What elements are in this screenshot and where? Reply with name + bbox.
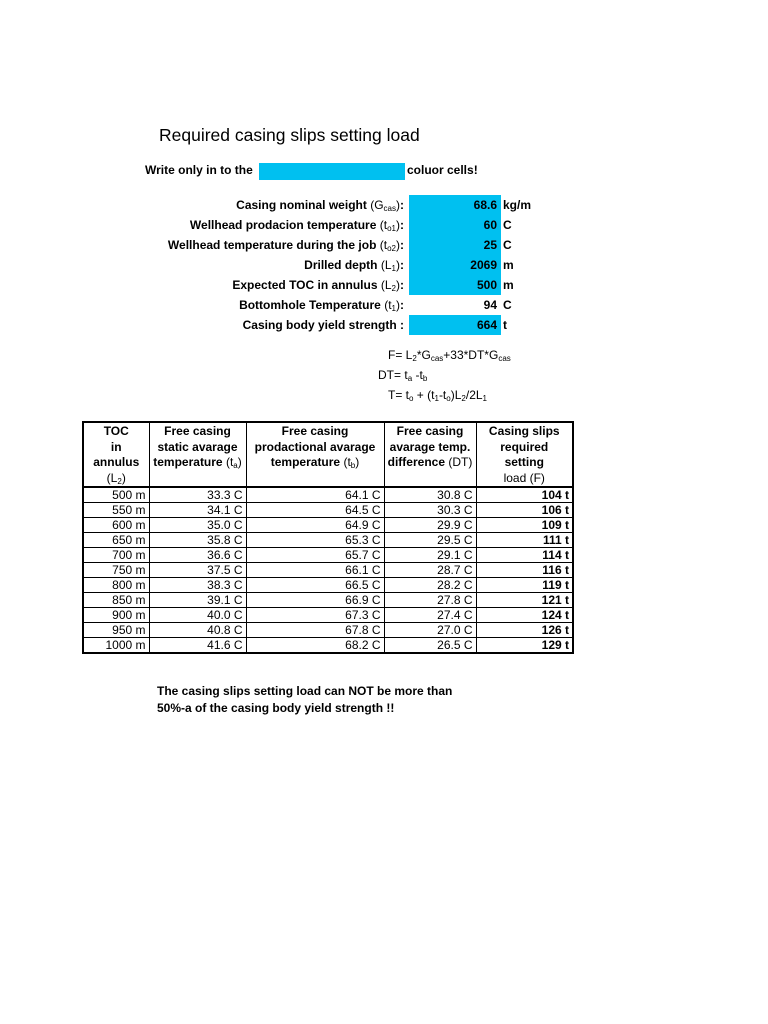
load-cell: 116 t [476, 563, 573, 578]
load-cell: 129 t [476, 638, 573, 654]
toc-cell: 650 m [83, 533, 149, 548]
table-row [83, 503, 573, 518]
parameter-value: 2069 [470, 258, 497, 272]
load-cell: 114 t [476, 548, 573, 563]
warning-note: The casing slips setting load can NOT be more than 50%-a of the casing body yield strength !! [157, 684, 453, 715]
parameter-label: Wellhead temperature during the job $(t_{o2})$: [167, 238, 404, 253]
parameter-unit: t [503, 318, 507, 332]
static-temp-cell: 34.1 C [149, 503, 246, 518]
static-temp-cell: 41.6 C [149, 638, 246, 654]
table-row [83, 593, 573, 608]
parameter-value: 68.6 [473, 198, 497, 212]
table-header-row [83, 422, 573, 487]
temp-diff-cell: 27.0 C [384, 623, 476, 638]
table-row [83, 548, 573, 563]
load-cell: 111 t [476, 533, 573, 548]
table-row [83, 608, 573, 623]
toc-cell: 950 m [83, 623, 149, 638]
formula-f: $F= L_2*G_{cas}+33*DT*G_{cas}$ [388, 348, 511, 363]
header-load: Casing slips required setting load (F) [476, 422, 573, 487]
parameter-row [0, 275, 768, 295]
parameter-label: Expected TOC in annulus $(L_2)$: [232, 278, 404, 293]
temp-diff-cell: 29.9 C [384, 518, 476, 533]
load-cell: 106 t [476, 503, 573, 518]
parameter-label: Wellhead prodacion temperature $(t_{o1})$: [189, 218, 404, 233]
static-temp-cell: 40.0 C [149, 608, 246, 623]
parameter-input-cell[interactable] [409, 315, 501, 335]
prod-temp-cell: 67.3 C [246, 608, 384, 623]
toc-cell: 500 m [83, 487, 149, 503]
toc-cell: 800 m [83, 578, 149, 593]
prod-temp-cell: 65.7 C [246, 548, 384, 563]
header-static-temp: Free casing static avarage temperature $(t_a)$ [149, 422, 246, 487]
load-cell: 109 t [476, 518, 573, 533]
toc-cell: 550 m [83, 503, 149, 518]
instruction-left: Write only in to the [145, 163, 253, 177]
temp-diff-cell: 27.4 C [384, 608, 476, 623]
toc-cell: 900 m [83, 608, 149, 623]
static-temp-cell: 37.5 C [149, 563, 246, 578]
parameter-value: 94 [483, 298, 497, 312]
temp-diff-cell: 30.3 C [384, 503, 476, 518]
prod-temp-cell: 68.2 C [246, 638, 384, 654]
load-cell: 104 t [476, 487, 573, 503]
static-temp-cell: 33.3 C [149, 487, 246, 503]
parameter-label: Bottomhole Temperature $(t_1)$: [239, 298, 404, 313]
parameter-input-cell[interactable] [409, 255, 501, 275]
parameter-row [0, 235, 768, 255]
formula-dt: $DT= t_a$ $-t_b$ [378, 368, 428, 383]
parameter-row [0, 315, 768, 335]
parameter-label: Casing body yield strength : [242, 318, 404, 332]
parameter-input-cell[interactable] [409, 215, 501, 235]
prod-temp-cell: 64.1 C [246, 487, 384, 503]
temp-diff-cell: 30.8 C [384, 487, 476, 503]
temp-diff-cell: 28.2 C [384, 578, 476, 593]
load-cell: 121 t [476, 593, 573, 608]
prod-temp-cell: 64.5 C [246, 503, 384, 518]
parameter-label: Casing nominal weight $(G_{cas})$: [236, 198, 404, 213]
parameter-value: 500 [476, 278, 497, 292]
header-toc: TOC in annulus $(L_2)$ [83, 422, 149, 487]
table-row [83, 638, 573, 654]
load-table [82, 421, 574, 654]
temp-diff-cell: 29.1 C [384, 548, 476, 563]
prod-temp-cell: 65.3 C [246, 533, 384, 548]
load-cell: 126 t [476, 623, 573, 638]
table-row [83, 487, 573, 503]
parameter-unit: C [503, 218, 512, 232]
prod-temp-cell: 67.8 C [246, 623, 384, 638]
parameter-value: 664 [476, 318, 497, 332]
load-cell: 119 t [476, 578, 573, 593]
parameter-value: 25 [483, 238, 497, 252]
prod-temp-cell: 66.1 C [246, 563, 384, 578]
static-temp-cell: 35.0 C [149, 518, 246, 533]
parameter-unit: m [503, 278, 514, 292]
static-temp-cell: 36.6 C [149, 548, 246, 563]
parameter-input-cell[interactable] [409, 235, 501, 255]
temp-diff-cell: 27.8 C [384, 593, 476, 608]
table-row [83, 563, 573, 578]
static-temp-cell: 35.8 C [149, 533, 246, 548]
parameter-unit: m [503, 258, 514, 272]
static-temp-cell: 38.3 C [149, 578, 246, 593]
page-title: Required casing slips setting load [159, 125, 420, 145]
table-row [83, 533, 573, 548]
parameter-unit: C [503, 298, 512, 312]
load-cell: 124 t [476, 608, 573, 623]
header-prod-temp: Free casing prodactional avarage temperature $(t_b)$ [246, 422, 384, 487]
parameter-row [0, 255, 768, 275]
parameter-row [0, 195, 768, 215]
instruction-right: coluor cells! [407, 163, 478, 177]
formula-t: $T= t_o + (t_1-t_o)L_2/2L_1$ [388, 388, 487, 403]
temp-diff-cell: 26.5 C [384, 638, 476, 654]
table-row [83, 578, 573, 593]
prod-temp-cell: 66.5 C [246, 578, 384, 593]
static-temp-cell: 39.1 C [149, 593, 246, 608]
parameter-value-cell [409, 295, 501, 315]
prod-temp-cell: 64.9 C [246, 518, 384, 533]
parameter-unit: kg/m [503, 198, 532, 212]
table-row [83, 518, 573, 533]
toc-cell: 1000 m [83, 638, 149, 654]
parameter-unit: C [503, 238, 512, 252]
toc-cell: 600 m [83, 518, 149, 533]
temp-diff-cell: 29.5 C [384, 533, 476, 548]
table-body [83, 487, 573, 653]
input-color-swatch [259, 163, 405, 180]
parameter-value: 60 [483, 218, 497, 232]
temp-diff-cell: 28.7 C [384, 563, 476, 578]
parameter-label: Drilled depth $(L_1)$: [304, 258, 404, 273]
toc-cell: 700 m [83, 548, 149, 563]
prod-temp-cell: 66.9 C [246, 593, 384, 608]
parameter-input-cell[interactable] [409, 195, 501, 215]
toc-cell: 850 m [83, 593, 149, 608]
parameter-input-cell[interactable] [409, 275, 501, 295]
parameter-row [0, 295, 768, 315]
table-row [83, 623, 573, 638]
static-temp-cell: 40.8 C [149, 623, 246, 638]
toc-cell: 750 m [83, 563, 149, 578]
parameter-row [0, 215, 768, 235]
header-temp-diff: Free casing avarage temp. difference (DT) [384, 422, 476, 487]
